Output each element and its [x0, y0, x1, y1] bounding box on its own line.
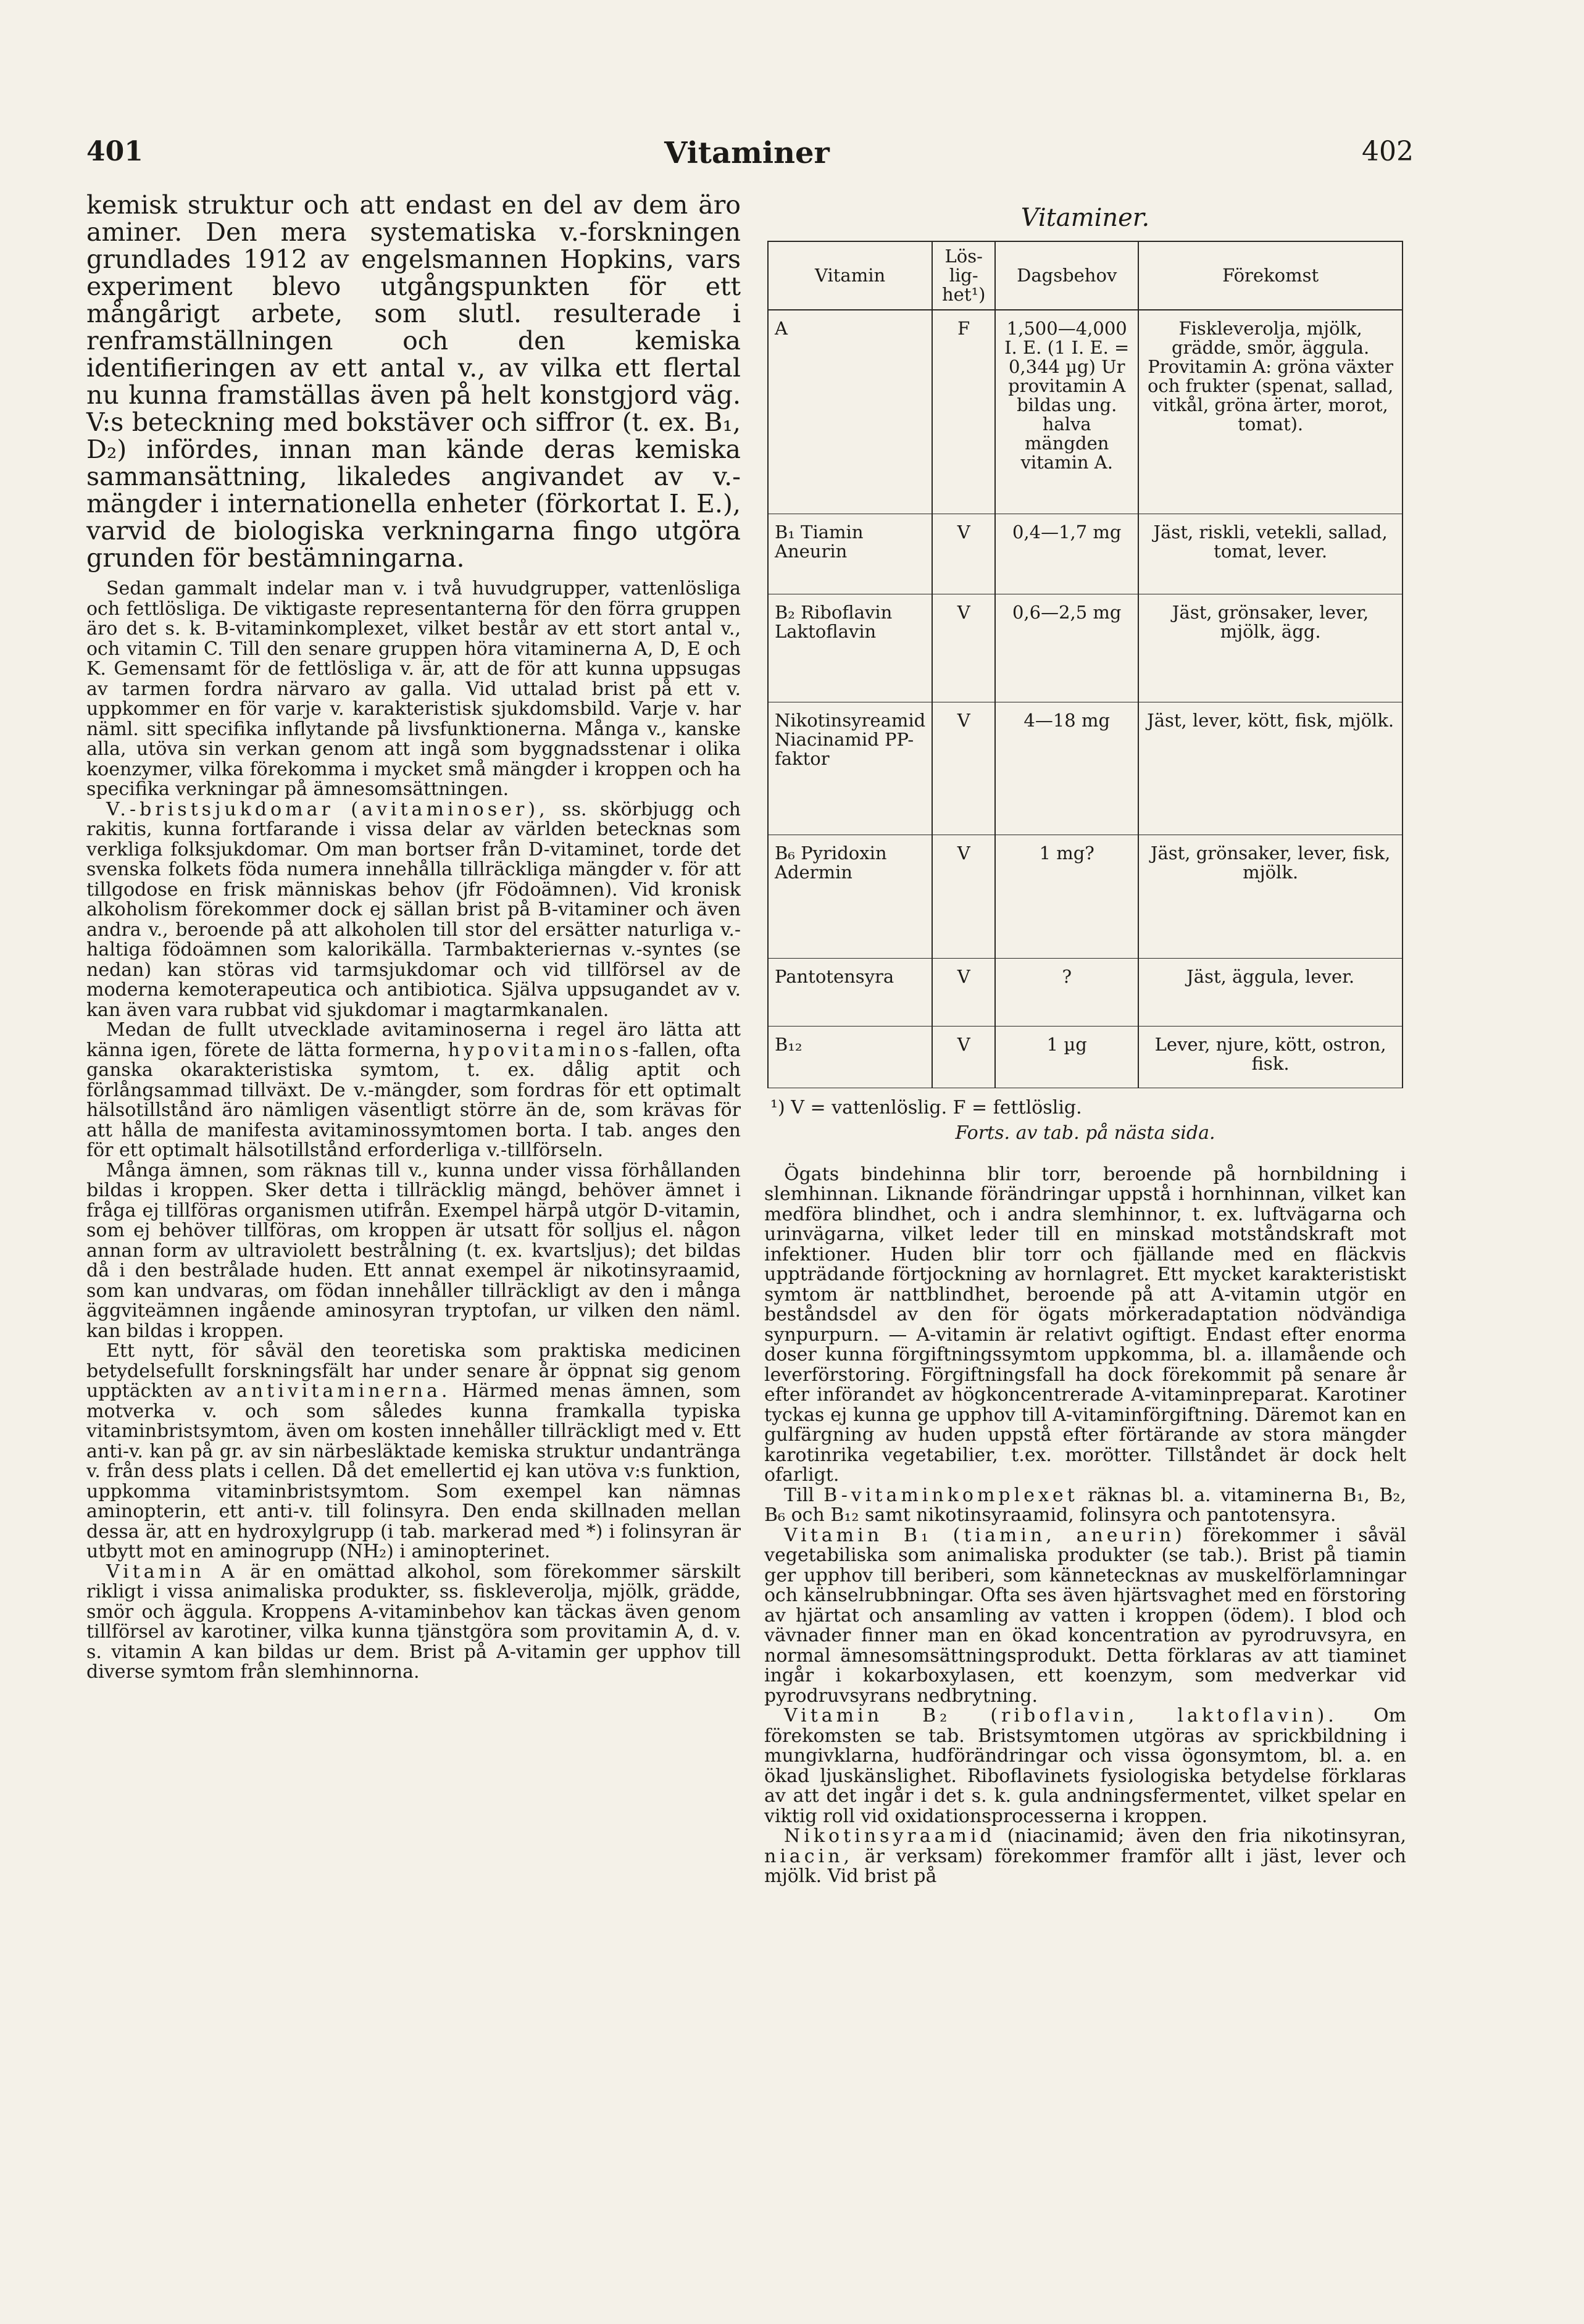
paragraph-hypo-text-b: -fallen, ofta ganska okarakteristiska symtom, t. ex. dålig aptit och förlångsammad tillväxt. De v.-mängder, som fordras för ett optimalt hälsotillstånd äro nämligen väsentligt större än de, som krävas för att hålla de manifesta avitaminossymtomen borta. I tab. anges den för ett optimalt hälsotillstånd erforderliga v.-tillförseln. — [86, 1039, 741, 1161]
paragraph-b-complex-text-b: räknas bl. a. vitaminerna B₁, B₂, B₆ och B₁₂ samt nikotinsyraamid, folinsyra och pantotensyra. — [764, 1484, 1406, 1526]
cell-vitamin: B₁₂ — [768, 1026, 932, 1088]
table-row — [768, 702, 1403, 835]
term-vitamin-a: Vitamin A — [106, 1560, 238, 1583]
cell-dagsbehov: 0,4—1,7 mg — [995, 514, 1138, 594]
table-row — [768, 835, 1403, 958]
cell-forekomst: Fiskleverolja, mjölk, grädde, smör, äggula. Provitamin A: gröna växter och frukter (spenat, sallad, vitkål, gröna ärter, morot, tomat). — [1138, 310, 1403, 514]
table-row — [768, 958, 1403, 1026]
paragraph-nicotinamide-text-b: är verksam) förekommer framför allt i jäst, lever och mjölk. Vid brist på — [764, 1845, 1406, 1887]
term-niacin: niacin, — [764, 1845, 854, 1867]
cell-vitamin: B₂ Riboflavin Laktoflavin — [768, 594, 932, 702]
paragraph-b-complex-text-a: Till — [784, 1484, 814, 1506]
intro-paragraph: kemisk struktur och att endast en del av dem äro aminer. Den mera systematiska v.-forskningen grundlades 1912 av engelsmannen Hopkins, vars experiment blevo utgångspunkten för ett mångårigt arbete, som slutl. resulterade i renframställningen och den kemiska identifieringen av ett antal v., av vilka ett flertal nu kunna framställas även på helt konstgjord väg. V:s beteckning med bokstäver och siffror (t. ex. B₁, D₂) infördes, innan man kände deras kemiska sammansättning, likaledes angivandet av v.-mängder i internationella enheter (förkortat I. E.), varvid de biologiska verkningarna fingo utgöra grunden för bestämningarna. — [86, 190, 741, 573]
table-row — [768, 310, 1403, 514]
table-header-row — [768, 241, 1403, 310]
page-number-right: 402 — [1362, 136, 1414, 167]
header-forekomst: Förekomst — [1138, 241, 1403, 310]
cell-dagsbehov: 1,500—4,000 I. E. (1 I. E. = 0,344 µg) Ur provitamin A bildas ung. halva mängden vitamin A. — [995, 310, 1138, 514]
paragraph-vitamin-b1 — [764, 1526, 1406, 1707]
term-antivitaminerna: antivitaminerna. — [236, 1380, 451, 1402]
header-dagsbehov: Dagsbehov — [995, 241, 1138, 310]
paragraph-groups: Sedan gammalt indelar man v. i två huvudgrupper, vattenlösliga och fettlösliga. De viktigaste representanterna för den förra gruppen äro det s. k. B-vitaminkomplexet, vilket består av ett stort antal v., och vitamin C. Till den senare gruppen höra vitaminerna A, D, E och K. Gemensamt för de fettlösliga v. är, att de för att kunna uppsugas av tarmen fordra närvaro av galla. Vid uttalad brist på ett v. uppkommer en för varje v. karakteristisk sjukdomsbild. Varje v. har näml. sitt specifika inflytande på livsfunktionerna. Många v., kanske alla, utöva sin verkan genom att ingå som byggnadsstenar i olika koenzymer, vilka förekomma i mycket små mängder i kroppen och ha specifika verkningar på ämnesomsättningen. — [86, 578, 741, 800]
term-b-vitaminkomplexet: B-vitaminkomplexet — [823, 1484, 1078, 1506]
table-row — [768, 514, 1403, 594]
paragraph-hypovitaminos — [86, 1020, 741, 1161]
paragraph-anti-text-a: Ett nytt, för såväl den teoretiska som praktiska medicinen betydelsefullt forskningsfält har under senare år öppnat sig genom upptäckten av — [86, 1340, 741, 1402]
term-bristsjukdomar: V.-bristsjukdomar (avitaminoser), — [106, 798, 549, 820]
paragraph-deficiency-text: ss. skörbjugg och rakitis, kunna fortfarande i vissa delar av världen betecknas som verkliga folksjukdomar. Om man bortser från D-vitaminet, torde det svenska folkets föda numera innehålla tillräckliga mängder v. för att tillgodose en frisk människas behov (jfr Födoämnen). Vid kronisk alkoholism förekommer dock ej sällan brist på B-vitaminer och även andra v., beroende på att alkoholen till stor del ersätter naturliga v.-haltiga födoämnen som kalorikälla. Tarmbakteriernas v.-syntes (se nedan) kan störas vid tarmsjukdomar och vid tillförsel av de moderna kemoterapeutica och antibiotica. Själva uppsugandet av v. kan även vara rubbat vid sjukdomar i magtarmkanalen. — [86, 798, 741, 1021]
cell-vitamin: B₆ Pyridoxin Adermin — [768, 835, 932, 958]
paragraph-vitamin-b2 — [764, 1706, 1406, 1826]
term-nikotinsyraamid: Nikotinsyraamid — [784, 1825, 996, 1847]
cell-dagsbehov: 1 µg — [995, 1026, 1138, 1088]
cell-forekomst: Jäst, grönsaker, lever, fisk, mjölk. — [1138, 835, 1403, 958]
cell-vitamin: B₁ Tiamin Aneurin — [768, 514, 932, 594]
cell-loslighet: V — [932, 835, 995, 958]
paragraph-nicotinamide-text-a: (niacinamid; även den fria nikotinsyran, — [1007, 1825, 1406, 1847]
cell-forekomst: Jäst, lever, kött, fisk, mjölk. — [1138, 702, 1403, 835]
paragraph-eye-symptoms: Ögats bindehinna blir torr, beroende på hornbildning i slemhinnan. Liknande förändringar uppstå i hornhinnan, vilket kan medföra blindhet, och i andra slemhinnor, t. ex. luftvägarna och urinvägarna, vilket leder till en minskad motståndskraft mot infektioner. Huden blir torr och fjällande med en fläckvis uppträdande förtjockning av hornlagret. Ett mycket karakteristiskt symtom är nattblindhet, beroende på att A-vitamin utgör en beståndsdel av den för ögats mörkeradaptation nödvändiga synpurpurn. — A-vitamin är relativt ogiftigt. Endast efter enorma doser kunna förgiftningssymtom uppkomma, bl. a. illamående och leverförstoring. Förgiftningsfall ha dock förekommit på senare år efter införandet av högkoncentrerade A-vitaminpreparat. Karotiner tyckas ej kunna ge upphov till A-vitaminförgiftning. Däremot kan en gulfärgning av huden uppstå efter förtärande av stora mängder karotinrika vegetabilier, t.ex. morötter. Tillståndet är dock helt ofarligt. — [764, 1163, 1406, 1486]
paragraph-anti-text-b: Härmed menas ämnen, som motverka v. och som således kunna framkalla typiska vitaminbristsymtom, även om kosten innehåller tillräckligt med v. Ett anti-v. kan på gr. av sin närbesläktade kemiska struktur undantränga v. från dess plats i cellen. Då det emellertid ej kan utöva v:s funktion, uppkomma vitaminbristsymtom. Som exempel kan nämnas aminopterin, ett anti-v. till folinsyra. Den enda skillnaden mellan dessa är, att en hydroxylgrupp (i tab. markerad med *) i folinsyran är utbytt mot en aminogrupp (NH₂) i aminopterinet. — [86, 1380, 741, 1562]
table-continued-note: Forts. av tab. på nästa sida. — [955, 1122, 1215, 1144]
cell-dagsbehov: 0,6—2,5 mg — [995, 594, 1138, 702]
page-number-left: 401 — [86, 136, 143, 167]
table-row — [768, 594, 1403, 702]
paragraph-synthesis: Många ämnen, som räknas till v., kunna under vissa förhållanden bildas i kroppen. Sker detta i tillräcklig mängd, behöver ämnet i fråga ej tillföras organismen utifrån. Exempel härpå utgör D-vitamin, som ej behöver tillföras, om kroppen är utsatt för solljus el. någon annan form av ultraviolett bestrålning (t. ex. kvartsljus); det bildas då i den bestrålade huden. Ett annat exempel är nikotinsyraamid, som kan undvaras, om födan innehåller tillräckligt av den i många äggviteämnen ingående aminosyran tryptofan, ur vilken den näml. kan bildas i kroppen. — [86, 1159, 741, 1342]
paragraph-vitamin-a-text: är en omättad alkohol, som förekommer särskilt rikligt i vissa animaliska produkter, ss. fiskleverolja, mjölk, grädde, smör och äggula. Kroppens A-vitaminbehov kan täckas även genom tillförsel av karotiner, vilka kunna tjänstgöra som provitamin A, d. v. s. vitamin A kan bildas ur dem. Brist på A-vitamin ger upphov till diverse symtom från slemhinnorna. — [86, 1560, 741, 1683]
cell-forekomst: Jäst, äggula, lever. — [1138, 958, 1403, 1026]
cell-dagsbehov: ? — [995, 958, 1138, 1026]
cell-loslighet: V — [932, 514, 995, 594]
paragraph-antivitamins — [86, 1341, 741, 1562]
cell-loslighet: V — [932, 958, 995, 1026]
paragraph-vitamin-b1-text: förekommer i såväl vegetabiliska som animaliska produkter (se tab.). Brist på tiamin ger upphov till beriberi, som kännetecknas av muskelförlamningar och känselrubbningar. Ofta ses även hjärtsvaghet med en förstoring av hjärtat och ansamling av vatten i kroppen (ödem). I blod och vävnader finner man en ökad koncentration av pyrodruvsyra, en normal ämnesomsättningsprodukt. Detta förklaras av att tiaminet ingår i kokarboxylasen, ett koenzym, som medverkar vid pyrodruvsyrans nedbrytning. — [764, 1524, 1406, 1707]
term-vitamin-b1: Vitamin B₁ (tiamin, aneurin) — [784, 1524, 1186, 1546]
table-title: Vitaminer. — [1020, 204, 1150, 232]
cell-forekomst: Lever, njure, kött, ostron, fisk. — [1138, 1026, 1403, 1088]
running-header — [86, 136, 1414, 185]
paragraph-vitamin-b2-text: Om förekomsten se tab. Bristsymtomen utgöras av sprickbildning i mungivklarna, hudförändringar och vissa ögonsymtom, bl. a. en ökad ljuskänslighet. Riboflavinets fysiologiska betydelse förklaras av att det ingår i det s. k. gula andningsfermentet, vilket spelar en viktig roll vid oxidationsprocesserna i kroppen. — [764, 1705, 1406, 1827]
header-loslighet: Lös-lig-het¹) — [932, 241, 995, 310]
right-column — [764, 191, 1406, 1887]
cell-loslighet: V — [932, 1026, 995, 1088]
page-title: Vitaminer — [664, 136, 830, 170]
paragraph-nicotinamide — [764, 1826, 1406, 1887]
term-hypovitaminos: hypovitaminos — [448, 1039, 633, 1061]
paragraph-b-complex — [764, 1486, 1406, 1526]
paragraph-vitamin-a — [86, 1562, 741, 1683]
cell-dagsbehov: 1 mg? — [995, 835, 1138, 958]
cell-forekomst: Jäst, riskli, vetekli, sallad, tomat, lever. — [1138, 514, 1403, 594]
cell-forekomst: Jäst, grönsaker, lever, mjölk, ägg. — [1138, 594, 1403, 702]
cell-loslighet: F — [932, 310, 995, 514]
cell-vitamin: Nikotinsyreamid Niacinamid PP-faktor — [768, 702, 932, 835]
left-column — [86, 191, 741, 1683]
cell-vitamin: Pantotensyra — [768, 958, 932, 1026]
table-footnote: ¹) V = vattenlöslig. F = fettlöslig. — [770, 1096, 1082, 1118]
table-row — [768, 1026, 1403, 1088]
paragraph-hypo-text-a: Medan de fullt utvecklade avitaminoserna i regel äro lätta att känna igen, förete de lätta formerna, — [86, 1019, 741, 1061]
vitamin-table — [767, 241, 1403, 1088]
paragraph-deficiency — [86, 800, 741, 1021]
header-vitamin: Vitamin — [768, 241, 932, 310]
cell-loslighet: V — [932, 702, 995, 835]
cell-vitamin: A — [768, 310, 932, 514]
term-vitamin-b2: Vitamin B₂ (riboflavin, laktoflavin). — [784, 1705, 1338, 1726]
cell-dagsbehov: 4—18 mg — [995, 702, 1138, 835]
cell-loslighet: V — [932, 594, 995, 702]
